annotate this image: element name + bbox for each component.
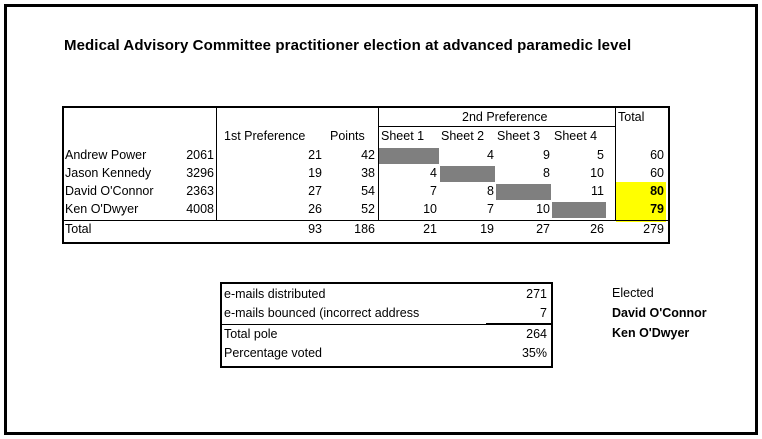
grid-line [615,108,616,220]
header-second-preference: 2nd Preference [462,110,548,124]
sheet-2-value: 8 [487,184,494,198]
grid-line [216,108,217,220]
summary-value: 264 [526,327,547,341]
elected-name: David O'Connor [612,306,707,320]
totals-total: 279 [643,222,664,236]
total-value-highlighted: 80 [650,184,664,198]
elected-heading: Elected [612,286,654,300]
summary-value: 271 [526,287,547,301]
blank-cell-sheet1 [379,148,439,164]
first-preference-value: 21 [308,148,322,162]
header-sheet-2: Sheet 2 [441,129,485,143]
sheet-2-value: 7 [487,202,494,216]
sheet-3-value: 8 [543,166,550,180]
header-sheet-3: Sheet 3 [497,129,541,143]
page-title: Medical Advisory Committee practitioner election at advanced paramedic level [64,37,632,54]
results-table [62,106,670,244]
totals-sheet-2: 19 [480,222,494,236]
sheet-2-value: 4 [487,148,494,162]
sheet-1-value: 10 [423,202,437,216]
points-value: 42 [361,148,375,162]
grid-line [486,323,551,324]
sheet-4-value: 5 [597,148,604,162]
totals-sheet-3: 27 [536,222,550,236]
totals-label: Total [65,222,92,236]
sheet-3-value: 10 [536,202,550,216]
summary-table [220,282,553,368]
candidate-id: 2061 [186,148,214,162]
header-first-preference: 1st Preference [224,129,306,143]
summary-label: e-mails distributed [224,287,326,301]
grid-line [378,126,616,127]
points-value: 52 [361,202,375,216]
candidate-name: Andrew Power [65,148,147,162]
total-value-highlighted: 79 [650,202,664,216]
first-preference-value: 19 [308,166,322,180]
summary-label: e-mails bounced (incorrect address [224,306,420,320]
grid-line [222,324,551,325]
totals-first-preference: 93 [308,222,322,236]
blank-cell-sheet2 [440,166,495,182]
summary-value: 7 [540,306,547,320]
candidate-name: Jason Kennedy [65,166,152,180]
candidate-id: 4008 [186,202,214,216]
total-value: 60 [650,166,664,180]
first-preference-value: 26 [308,202,322,216]
sheet-3-value: 9 [543,148,550,162]
grid-line [64,220,668,221]
totals-sheet-4: 26 [590,222,604,236]
sheet-4-value: 10 [590,166,604,180]
sheet-4-value: 11 [591,184,604,198]
total-value: 60 [650,148,664,162]
candidate-id: 3296 [186,166,214,180]
summary-label: Total pole [224,327,278,341]
header-points: Points [330,129,365,143]
elected-name: Ken O'Dwyer [612,326,690,340]
points-value: 54 [361,184,375,198]
first-preference-value: 27 [308,184,322,198]
header-sheet-1: Sheet 1 [381,129,425,143]
blank-cell-sheet4 [552,202,606,218]
blank-cell-sheet3 [496,184,551,200]
summary-label: Percentage voted [224,346,322,360]
header-sheet-4: Sheet 4 [554,129,598,143]
grid-line [378,108,379,220]
sheet-1-value: 7 [430,184,437,198]
totals-points: 186 [354,222,375,236]
candidate-name: David O'Connor [65,184,154,198]
totals-sheet-1: 21 [423,222,437,236]
points-value: 38 [361,166,375,180]
header-total: Total [618,110,645,124]
summary-value: 35% [521,346,547,360]
sheet-1-value: 4 [430,166,437,180]
candidate-id: 2363 [186,184,214,198]
candidate-name: Ken O'Dwyer [65,202,139,216]
